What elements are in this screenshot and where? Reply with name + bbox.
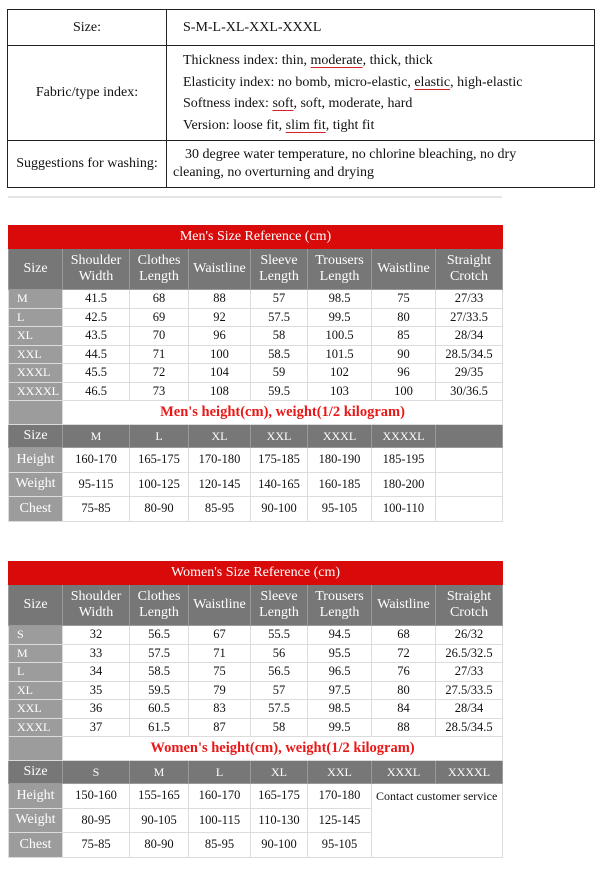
text: Straight bbox=[446, 589, 492, 604]
table-row bbox=[9, 382, 503, 401]
text: Elasticity index: no bomb, micro-elastic, bbox=[183, 74, 415, 90]
table-cell: M bbox=[9, 644, 63, 663]
table-cell: 70 bbox=[130, 327, 189, 346]
text: Trousers bbox=[315, 589, 364, 604]
table-cell: 165-175 bbox=[251, 784, 308, 809]
table-cell: 45.5 bbox=[63, 364, 130, 383]
table-cell: 85-95 bbox=[189, 497, 251, 522]
table-cell: S bbox=[63, 761, 130, 784]
table-cell: Size bbox=[9, 761, 63, 784]
table-cell: 80 bbox=[372, 681, 436, 700]
table-cell: XXXXL bbox=[436, 761, 503, 784]
table-cell: 90-100 bbox=[251, 833, 308, 858]
table-cell: 28.5/34.5 bbox=[436, 345, 503, 364]
table-cell: 59.5 bbox=[251, 382, 308, 401]
table-cell: M bbox=[130, 761, 189, 784]
table-cell bbox=[436, 448, 503, 473]
divider bbox=[8, 196, 502, 198]
table-cell: 72 bbox=[372, 644, 436, 663]
table-cell: 140-165 bbox=[251, 472, 308, 497]
text: 30 degree water temperature, no chlorine bleaching, no dry bbox=[185, 147, 517, 162]
table-cell: 79 bbox=[189, 681, 251, 700]
text: , high-elastic bbox=[450, 74, 523, 90]
womens-size-table bbox=[8, 561, 503, 858]
table-cell: 27/33 bbox=[436, 290, 503, 309]
table-cell: 110-130 bbox=[251, 808, 308, 833]
table-cell: 61.5 bbox=[130, 718, 189, 737]
table-cell: 150-160 bbox=[63, 784, 130, 809]
table-cell: 75-85 bbox=[63, 497, 130, 522]
text: Straight bbox=[446, 253, 492, 268]
table-cell: Height bbox=[9, 448, 63, 473]
table-row bbox=[9, 784, 503, 809]
table-cell: 160-185 bbox=[308, 472, 372, 497]
table-cell: 73 bbox=[130, 382, 189, 401]
table-cell: 33 bbox=[63, 644, 130, 663]
text: Crotch bbox=[449, 269, 489, 284]
table-row bbox=[9, 700, 503, 719]
table-cell: XL bbox=[251, 761, 308, 784]
table-row bbox=[9, 681, 503, 700]
table-cell: 97.5 bbox=[308, 681, 372, 700]
table-cell: XL bbox=[189, 425, 251, 448]
text: Waistline bbox=[377, 597, 430, 612]
table-cell: L bbox=[9, 308, 63, 327]
table-row bbox=[9, 626, 503, 645]
mens-size-table bbox=[8, 225, 503, 522]
col-header bbox=[308, 585, 372, 626]
table-cell: 100.5 bbox=[308, 327, 372, 346]
table-cell: 41.5 bbox=[63, 290, 130, 309]
table-cell bbox=[9, 401, 63, 425]
mens-subtitle-row bbox=[9, 401, 503, 425]
text: Length bbox=[259, 605, 299, 620]
text: Sleeve bbox=[260, 253, 298, 268]
table-cell: 95.5 bbox=[308, 644, 372, 663]
table-cell: 58 bbox=[251, 718, 308, 737]
table-cell: 29/35 bbox=[436, 364, 503, 383]
col-header bbox=[189, 585, 251, 626]
womens-header-row bbox=[9, 585, 503, 626]
table-cell: 170-180 bbox=[308, 784, 372, 809]
text: Width bbox=[78, 269, 114, 284]
table-cell: 57.5 bbox=[251, 700, 308, 719]
table-cell: M bbox=[63, 425, 130, 448]
table-row bbox=[9, 448, 503, 473]
table-cell: 68 bbox=[372, 626, 436, 645]
table-cell: 103 bbox=[308, 382, 372, 401]
table-cell: 56 bbox=[251, 644, 308, 663]
softness-index bbox=[183, 93, 593, 115]
elasticity-index bbox=[183, 72, 593, 94]
washing-label: Suggestions for washing: bbox=[8, 141, 167, 188]
table-cell: XXXL bbox=[9, 718, 63, 737]
table-cell: 57.5 bbox=[251, 308, 308, 327]
table-cell bbox=[436, 425, 503, 448]
table-cell: 37 bbox=[63, 718, 130, 737]
text: Length bbox=[319, 605, 360, 620]
text: Size bbox=[23, 261, 48, 276]
text: Width bbox=[78, 605, 114, 620]
text: Shoulder bbox=[70, 589, 122, 604]
table-cell: 58 bbox=[251, 327, 308, 346]
text: Waistline bbox=[193, 597, 246, 612]
table-cell: XXXXL bbox=[9, 382, 63, 401]
table-row bbox=[9, 290, 503, 309]
text: , soft, moderate, hard bbox=[293, 96, 413, 111]
elasticity-selected: elastic bbox=[414, 74, 451, 90]
table-cell: 83 bbox=[189, 700, 251, 719]
table-cell: 46.5 bbox=[63, 382, 130, 401]
table-cell: 56.5 bbox=[130, 626, 189, 645]
table-cell: 28/34 bbox=[436, 327, 503, 346]
table-cell: 125-145 bbox=[308, 808, 372, 833]
table-cell: L bbox=[9, 663, 63, 682]
table-cell: 75 bbox=[189, 663, 251, 682]
text: Version: loose fit, bbox=[183, 117, 286, 133]
text: Softness index: bbox=[183, 96, 273, 111]
text: Waistline bbox=[193, 261, 246, 276]
table-cell: 94.5 bbox=[308, 626, 372, 645]
table-cell: 180-200 bbox=[372, 472, 436, 497]
table-row bbox=[9, 644, 503, 663]
table-cell: 80-90 bbox=[130, 497, 189, 522]
text: Shoulder bbox=[70, 253, 122, 268]
table-row bbox=[9, 345, 503, 364]
table-cell: 84 bbox=[372, 700, 436, 719]
table-row bbox=[9, 497, 503, 522]
table-cell: 26.5/32.5 bbox=[436, 644, 503, 663]
text: Length bbox=[139, 269, 179, 284]
table-cell: 90 bbox=[372, 345, 436, 364]
table-cell: 57 bbox=[251, 681, 308, 700]
table-cell: 96 bbox=[372, 364, 436, 383]
table-row bbox=[9, 308, 503, 327]
text: Thickness index: thin, bbox=[183, 53, 311, 68]
table-cell bbox=[436, 497, 503, 522]
col-header bbox=[63, 585, 130, 626]
table-cell: 34 bbox=[63, 663, 130, 682]
text: Size bbox=[23, 597, 48, 612]
table-cell: Height bbox=[9, 784, 63, 809]
contact-note: Contact customer service bbox=[372, 784, 503, 858]
text: Crotch bbox=[449, 605, 489, 620]
table-cell: M bbox=[9, 290, 63, 309]
table-cell: 80-95 bbox=[63, 808, 130, 833]
table-cell: XXXL bbox=[9, 364, 63, 383]
table-cell: 100 bbox=[189, 345, 251, 364]
womens-subtitle: Women's height(cm), weight(1/2 kilogram) bbox=[63, 737, 503, 761]
table-cell: 35 bbox=[63, 681, 130, 700]
table-cell: 32 bbox=[63, 626, 130, 645]
text: Clothes bbox=[137, 589, 181, 604]
table-cell: 68 bbox=[130, 290, 189, 309]
table-cell: 80 bbox=[372, 308, 436, 327]
col-header bbox=[9, 585, 63, 626]
table-cell: 99.5 bbox=[308, 718, 372, 737]
size-row bbox=[8, 10, 595, 46]
table-cell: 120-145 bbox=[189, 472, 251, 497]
table-cell: 87 bbox=[189, 718, 251, 737]
table-cell: 100-115 bbox=[189, 808, 251, 833]
table-cell: 85-95 bbox=[189, 833, 251, 858]
table-cell: 55.5 bbox=[251, 626, 308, 645]
col-header bbox=[9, 249, 63, 290]
product-info-table bbox=[7, 9, 595, 188]
table-cell: 92 bbox=[189, 308, 251, 327]
table-cell: 58.5 bbox=[130, 663, 189, 682]
table-cell: 27/33.5 bbox=[436, 308, 503, 327]
table-cell: 75 bbox=[372, 290, 436, 309]
table-cell: 27.5/33.5 bbox=[436, 681, 503, 700]
table-cell: 175-185 bbox=[251, 448, 308, 473]
table-cell: 44.5 bbox=[63, 345, 130, 364]
mens-table-title: Men's Size Reference (cm) bbox=[9, 226, 503, 249]
table-cell: 59 bbox=[251, 364, 308, 383]
table-cell: 98.5 bbox=[308, 290, 372, 309]
table-cell: 43.5 bbox=[63, 327, 130, 346]
thickness-index bbox=[183, 50, 593, 72]
table-cell: XXXXL bbox=[372, 425, 436, 448]
softness-selected: soft bbox=[272, 96, 294, 111]
table-cell: 96.5 bbox=[308, 663, 372, 682]
table-row bbox=[9, 327, 503, 346]
table-cell: 100 bbox=[372, 382, 436, 401]
size-label: Size: bbox=[8, 10, 167, 46]
text: Length bbox=[259, 269, 299, 284]
col-header bbox=[251, 249, 308, 290]
table-cell: 76 bbox=[372, 663, 436, 682]
table-cell: 99.5 bbox=[308, 308, 372, 327]
womens-hw-header bbox=[9, 761, 503, 784]
table-cell: XL bbox=[9, 327, 63, 346]
table-cell: XXXL bbox=[372, 761, 436, 784]
table-row bbox=[9, 663, 503, 682]
table-cell: 98.5 bbox=[308, 700, 372, 719]
table-cell: L bbox=[189, 761, 251, 784]
table-cell: Chest bbox=[9, 833, 63, 858]
table-cell bbox=[436, 472, 503, 497]
table-cell: 28.5/34.5 bbox=[436, 718, 503, 737]
table-cell: 30/36.5 bbox=[436, 382, 503, 401]
text: Length bbox=[319, 269, 360, 284]
table-cell: 160-170 bbox=[63, 448, 130, 473]
col-header bbox=[308, 249, 372, 290]
table-cell: XXXL bbox=[308, 425, 372, 448]
table-cell: 58.5 bbox=[251, 345, 308, 364]
table-cell: 100-125 bbox=[130, 472, 189, 497]
table-cell: 90-105 bbox=[130, 808, 189, 833]
table-cell: 165-175 bbox=[130, 448, 189, 473]
table-cell: 88 bbox=[189, 290, 251, 309]
table-cell: 95-115 bbox=[63, 472, 130, 497]
table-cell: XXL bbox=[9, 345, 63, 364]
table-cell: 27/33 bbox=[436, 663, 503, 682]
text: cleaning, no overturning and drying bbox=[173, 165, 375, 180]
col-header bbox=[189, 249, 251, 290]
table-cell: 155-165 bbox=[130, 784, 189, 809]
version-index bbox=[183, 115, 593, 137]
table-cell: XXL bbox=[308, 761, 372, 784]
text: Clothes bbox=[137, 253, 181, 268]
table-cell: 108 bbox=[189, 382, 251, 401]
table-cell: 180-190 bbox=[308, 448, 372, 473]
col-header bbox=[436, 249, 503, 290]
table-cell: 100-110 bbox=[372, 497, 436, 522]
table-cell: 170-180 bbox=[189, 448, 251, 473]
text: Length bbox=[139, 605, 179, 620]
thickness-selected: moderate bbox=[310, 53, 363, 68]
womens-table-title: Women's Size Reference (cm) bbox=[9, 562, 503, 585]
table-cell: 104 bbox=[189, 364, 251, 383]
col-header bbox=[130, 249, 189, 290]
text: Waistline bbox=[377, 261, 430, 276]
table-cell: 96 bbox=[189, 327, 251, 346]
table-cell: 67 bbox=[189, 626, 251, 645]
col-header bbox=[372, 249, 436, 290]
col-header bbox=[63, 249, 130, 290]
text: Sleeve bbox=[260, 589, 298, 604]
mens-header-row bbox=[9, 249, 503, 290]
table-cell: Chest bbox=[9, 497, 63, 522]
table-cell: Size bbox=[9, 425, 63, 448]
table-cell: 28/34 bbox=[436, 700, 503, 719]
table-row bbox=[9, 364, 503, 383]
table-cell: 56.5 bbox=[251, 663, 308, 682]
table-row bbox=[9, 472, 503, 497]
mens-subtitle: Men's height(cm), weight(1/2 kilogram) bbox=[63, 401, 503, 425]
col-header bbox=[251, 585, 308, 626]
col-header bbox=[372, 585, 436, 626]
table-cell: 59.5 bbox=[130, 681, 189, 700]
table-cell bbox=[9, 737, 63, 761]
mens-hw-header bbox=[9, 425, 503, 448]
col-header bbox=[436, 585, 503, 626]
fabric-label: Fabric/type index: bbox=[8, 46, 167, 141]
table-cell: L bbox=[130, 425, 189, 448]
version-selected: slim fit bbox=[285, 117, 326, 133]
table-row bbox=[9, 718, 503, 737]
table-cell: 36 bbox=[63, 700, 130, 719]
table-cell: 69 bbox=[130, 308, 189, 327]
washing-value bbox=[167, 141, 595, 188]
table-cell: Weight bbox=[9, 808, 63, 833]
table-cell: 42.5 bbox=[63, 308, 130, 327]
table-cell: 85 bbox=[372, 327, 436, 346]
table-cell: 57 bbox=[251, 290, 308, 309]
table-cell: XXL bbox=[9, 700, 63, 719]
table-cell: 102 bbox=[308, 364, 372, 383]
table-cell: 26/32 bbox=[436, 626, 503, 645]
table-cell: 95-105 bbox=[308, 833, 372, 858]
table-cell: 60.5 bbox=[130, 700, 189, 719]
table-cell: 71 bbox=[130, 345, 189, 364]
table-cell: 72 bbox=[130, 364, 189, 383]
table-cell: S bbox=[9, 626, 63, 645]
table-cell: 75-85 bbox=[63, 833, 130, 858]
table-cell: 160-170 bbox=[189, 784, 251, 809]
womens-subtitle-row bbox=[9, 737, 503, 761]
table-cell: 71 bbox=[189, 644, 251, 663]
table-cell: Weight bbox=[9, 472, 63, 497]
col-header bbox=[130, 585, 189, 626]
fabric-row bbox=[8, 46, 595, 141]
table-cell: 80-90 bbox=[130, 833, 189, 858]
text: Trousers bbox=[315, 253, 364, 268]
table-cell: XL bbox=[9, 681, 63, 700]
text: , tight fit bbox=[325, 117, 375, 133]
table-cell: 95-105 bbox=[308, 497, 372, 522]
size-value: S-M-L-XL-XXL-XXXL bbox=[167, 10, 595, 46]
table-cell: 57.5 bbox=[130, 644, 189, 663]
fabric-values bbox=[167, 46, 595, 141]
table-cell: XXL bbox=[251, 425, 308, 448]
table-cell: 101.5 bbox=[308, 345, 372, 364]
washing-row bbox=[8, 141, 595, 188]
table-cell: 90-100 bbox=[251, 497, 308, 522]
table-cell: 88 bbox=[372, 718, 436, 737]
table-cell: 185-195 bbox=[372, 448, 436, 473]
text: , thick, thick bbox=[362, 53, 433, 68]
